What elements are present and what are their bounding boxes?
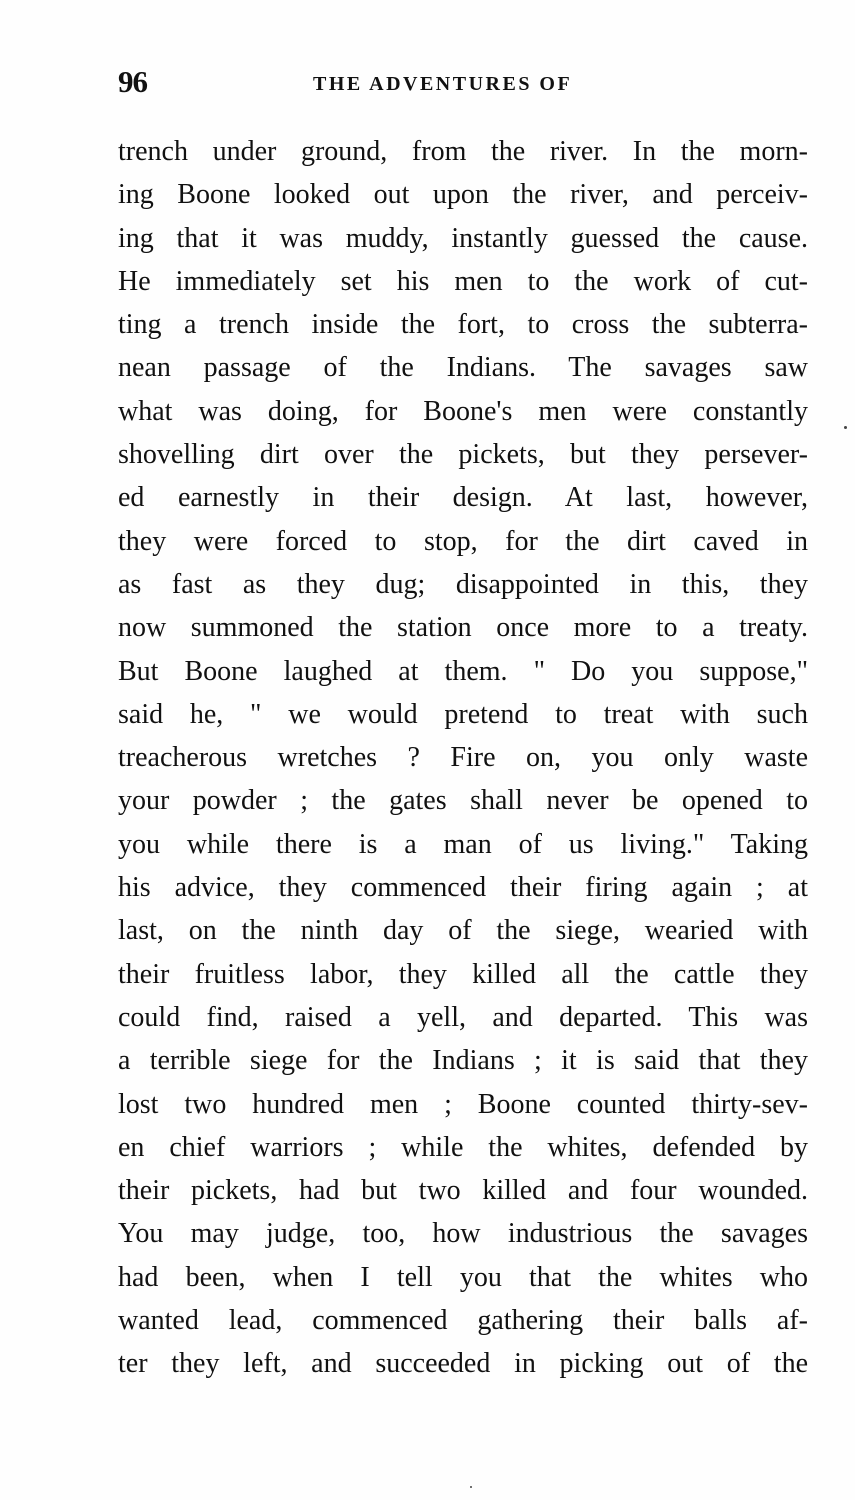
text-line: ing Boone looked out upon the river, and perceiv- (118, 179, 808, 211)
text-line: could find, raised a yell, and departed. This was (118, 1001, 808, 1033)
running-title: THE ADVENTURES OF (313, 73, 573, 95)
text-line: treacherous wretches ? Fire on, you only waste (118, 742, 808, 774)
text-line: had been, when I tell you that the whites who (118, 1261, 808, 1293)
text-line: last, on the ninth day of the siege, wearied with (118, 915, 808, 947)
text-line: as fast as they dug; disappointed in this, they (118, 568, 808, 600)
text-line: shovelling dirt over the pickets, but they persever- (118, 439, 808, 471)
text-line: But Boone laughed at them. " Do you suppose," (118, 655, 808, 687)
text-line: trench under ground, from the river. In the morn- (118, 136, 808, 167)
page-number: 96 (118, 64, 147, 99)
body-text (118, 130, 808, 1386)
text-line: ting a trench inside the fort, to cross the subterra- (118, 309, 808, 341)
text-line: you while there is a man of us living." Taking (118, 828, 808, 860)
text-line: You may judge, too, how industrious the savages (118, 1218, 808, 1250)
text-line: wanted lead, commenced gathering their balls af- (118, 1305, 808, 1337)
text-line: en chief warriors ; while the whites, defended by (118, 1131, 808, 1163)
text-line: lost two hundred men ; Boone counted thirty-sev- (118, 1088, 808, 1120)
text-line: now summoned the station once more to a treaty. (118, 612, 808, 644)
print-speck (470, 1486, 472, 1488)
text-line: said he, " we would pretend to treat with such (118, 698, 808, 730)
print-speck (844, 426, 847, 429)
text-line: ing that it was muddy, instantly guessed the cause. (118, 222, 808, 254)
text-line: their pickets, had but two killed and four wounded. (118, 1175, 808, 1207)
text-line: they were forced to stop, for the dirt caved in (118, 525, 808, 557)
text-line: what was doing, for Boone's men were constantly (118, 395, 808, 427)
text-line: his advice, they commenced their firing again ; at (118, 872, 808, 904)
text-line: He immediately set his men to the work of cut- (118, 265, 808, 297)
text-line: your powder ; the gates shall never be opened to (118, 785, 808, 817)
page-header (118, 64, 808, 104)
text-line: their fruitless labor, they killed all the cattle they (118, 958, 808, 990)
text-line: ter they left, and succeeded in picking out of the (118, 1348, 808, 1380)
text-line: nean passage of the Indians. The savages saw (118, 352, 808, 384)
text-line: a terrible siege for the Indians ; it is said that they (118, 1045, 808, 1077)
text-line: ed earnestly in their design. At last, however, (118, 482, 808, 514)
